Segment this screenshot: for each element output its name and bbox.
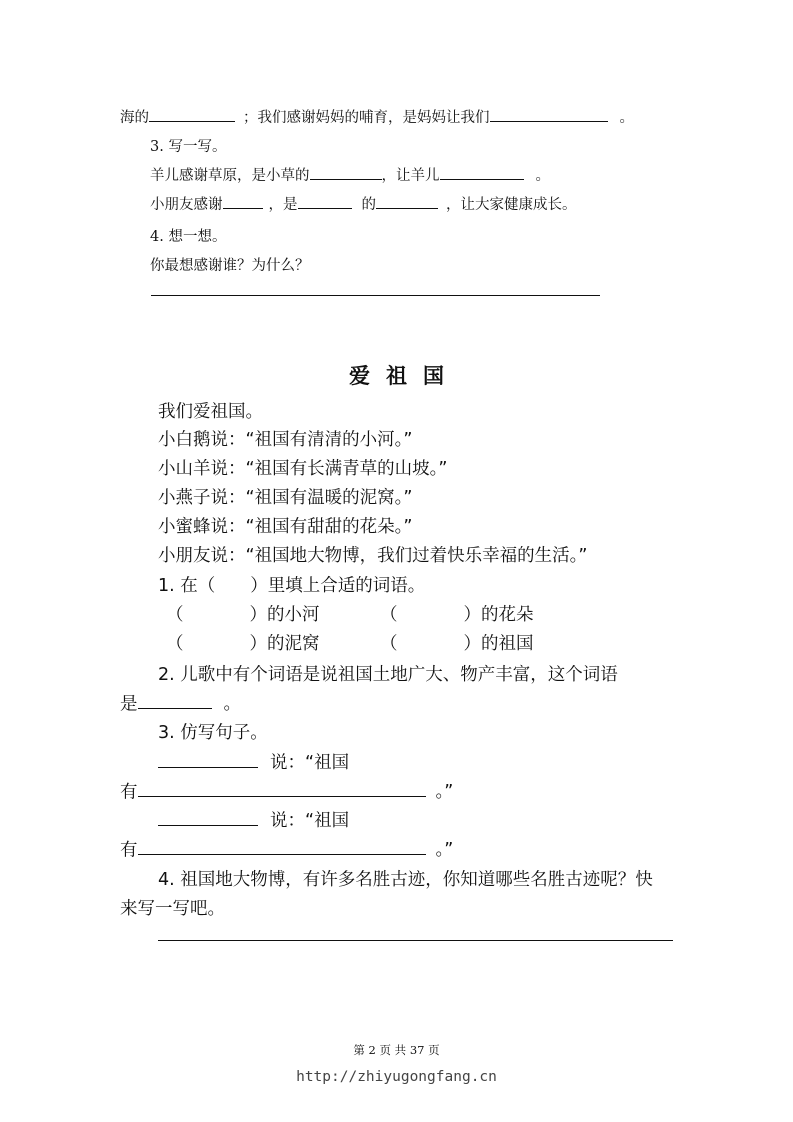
imitation-content-1: 有 。” bbox=[120, 778, 453, 803]
question-3-label: 3. 写一写。 bbox=[150, 139, 227, 155]
question-4-label: 4. 想一想。 bbox=[150, 229, 227, 245]
answer-blank[interactable] bbox=[138, 836, 426, 855]
imitation-speaker-2: 说：“祖国 bbox=[158, 807, 349, 832]
answer-blank[interactable] bbox=[376, 193, 438, 209]
exercise-2-line-1: 2. 儿歌中有个词语是说祖国土地广大、物产丰富，这个词语 bbox=[158, 665, 618, 685]
q3-sentence-2: 小朋友感谢 ，是 的 ，让大家健康成长。 bbox=[150, 193, 577, 214]
answer-blank[interactable] bbox=[490, 106, 608, 122]
exercise-4-line-2: 来写一写吧。 bbox=[120, 899, 225, 919]
poem-line: 小蜜蜂说：“祖国有甜甜的花朵。” bbox=[158, 517, 413, 537]
q3-sentence-1: 羊儿感谢草原，是小草的 ，让羊儿 。 bbox=[150, 164, 550, 185]
imitation-content-2: 有 。” bbox=[120, 836, 453, 861]
fill-item: （ ）的祖国 bbox=[380, 634, 534, 654]
imitation-speaker-1: 说：“祖国 bbox=[158, 749, 349, 774]
answer-blank[interactable] bbox=[138, 690, 212, 709]
poem-title: 爱祖国 bbox=[349, 364, 460, 388]
fill-item: （ ）的泥窝 bbox=[166, 634, 320, 654]
answer-line[interactable] bbox=[151, 295, 600, 296]
poem-line: 小燕子说：“祖国有温暖的泥窝。” bbox=[158, 488, 413, 508]
poem-line: 小朋友说：“祖国地大物博，我们过着快乐幸福的生活。” bbox=[158, 546, 588, 566]
answer-blank[interactable] bbox=[298, 193, 352, 209]
exercise-1-label: 1. 在（ ）里填上合适的词语。 bbox=[158, 576, 426, 596]
source-url: http://zhiyugongfang.cn bbox=[296, 1069, 497, 1085]
answer-line[interactable] bbox=[158, 940, 673, 941]
poem-line: 小白鹅说：“祖国有清清的小河。” bbox=[158, 430, 413, 450]
fill-item: （ ）的花朵 bbox=[380, 605, 534, 625]
answer-blank[interactable] bbox=[158, 749, 258, 768]
answer-blank[interactable] bbox=[138, 778, 426, 797]
exercise-3-label: 3. 仿写句子。 bbox=[158, 723, 268, 743]
page-number: 第 2 页 共 37 页 bbox=[353, 1043, 440, 1057]
answer-blank[interactable] bbox=[158, 807, 258, 826]
answer-blank[interactable] bbox=[440, 164, 524, 180]
answer-blank[interactable] bbox=[223, 193, 263, 209]
exercise-2-line-2: 是 。 bbox=[120, 690, 241, 715]
poem-line: 小山羊说：“祖国有长满青草的山坡。” bbox=[158, 459, 448, 479]
poem-line: 我们爱祖国。 bbox=[158, 402, 263, 422]
fill-item: （ ）的小河 bbox=[166, 605, 320, 625]
question-4-prompt: 你最想感谢谁？为什么？ bbox=[150, 258, 310, 274]
prev-line-1: 海的 ；我们感谢妈妈的哺育，是妈妈让我们 。 bbox=[120, 106, 634, 127]
answer-blank[interactable] bbox=[310, 164, 382, 180]
answer-blank[interactable] bbox=[149, 106, 235, 122]
exercise-4-line-1: 4. 祖国地大物博，有许多名胜古迹，你知道哪些名胜古迹呢？快 bbox=[158, 870, 653, 890]
